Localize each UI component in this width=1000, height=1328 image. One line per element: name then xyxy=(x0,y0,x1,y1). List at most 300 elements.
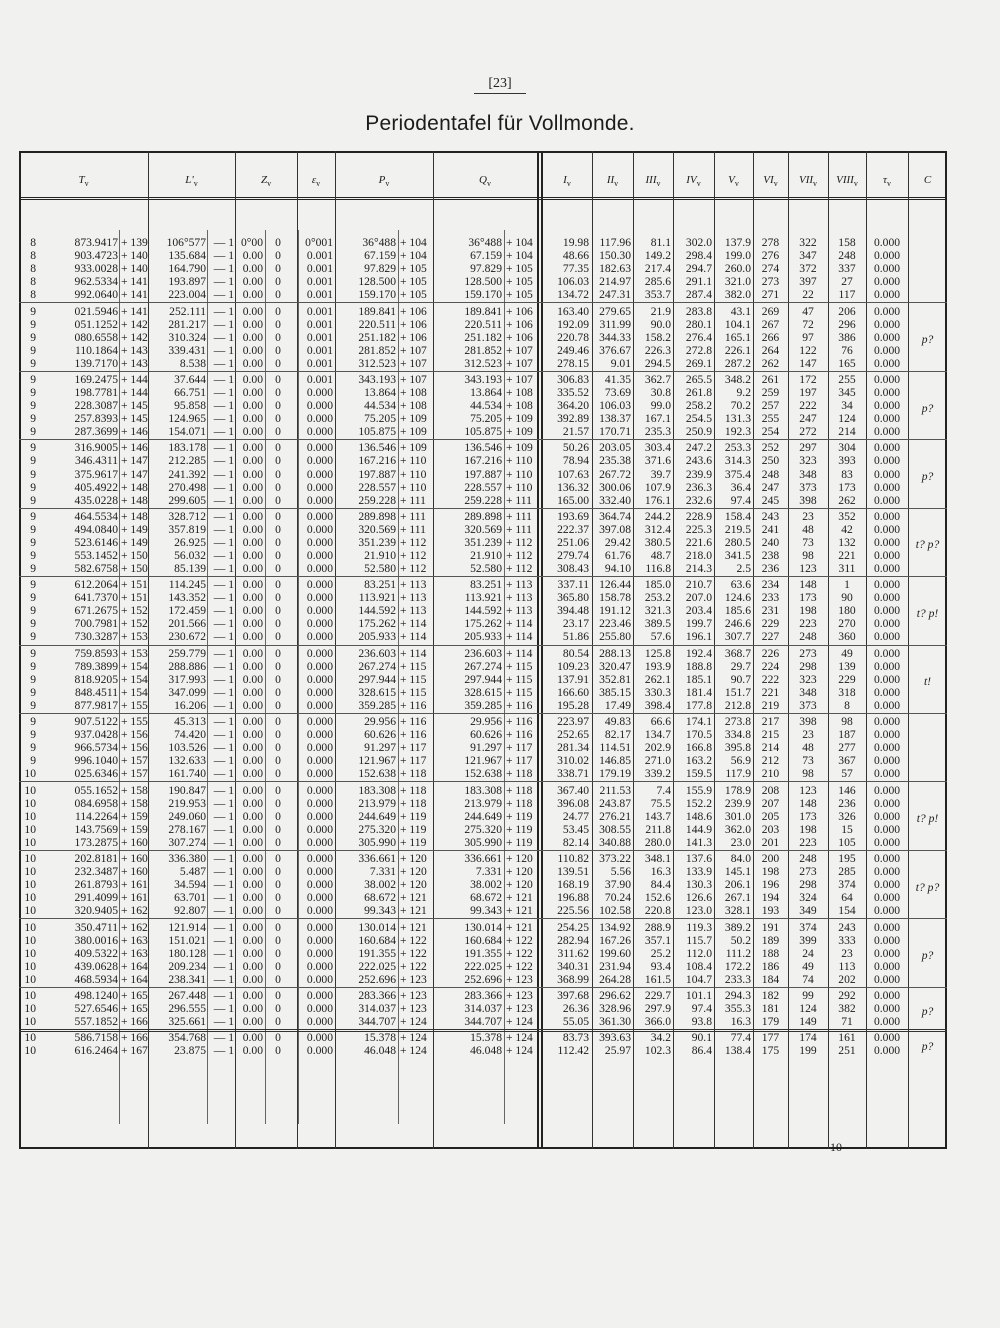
tau-value: 0.000 xyxy=(873,535,901,549)
iii-value: 271.0 xyxy=(644,754,671,768)
iii-value: 161.5 xyxy=(644,972,671,986)
p-value: 252.696 xyxy=(358,972,396,986)
vii-value: 147 xyxy=(799,356,817,370)
p-delta: + 111 xyxy=(400,509,426,523)
vii-value: 24 xyxy=(802,946,814,960)
z-delta: 0 xyxy=(275,535,281,549)
q-delta: + 115 xyxy=(506,659,533,673)
q-delta: + 118 xyxy=(506,796,533,810)
t-value: 080.6558 xyxy=(74,330,118,344)
tau-value: 0.000 xyxy=(873,386,901,399)
z-value: 0.00 xyxy=(242,822,263,836)
p-value: 13.864 xyxy=(364,386,396,399)
q-delta: + 119 xyxy=(506,809,533,823)
iii-value: 116.8 xyxy=(645,562,671,575)
ii-value: 138.37 xyxy=(599,412,631,426)
p-delta: + 115 xyxy=(400,685,427,699)
t-delta: + 146 xyxy=(121,441,148,455)
t-delta: + 157 xyxy=(121,754,148,768)
vi-value: 243 xyxy=(761,509,780,523)
p-value: 159.170 xyxy=(358,288,396,302)
i-value: 112.42 xyxy=(557,1044,589,1058)
t-delta: + 165 xyxy=(121,988,148,1002)
z-value: 0.00 xyxy=(242,493,263,507)
iii-value: 398.4 xyxy=(644,698,671,712)
e-value: 0.000 xyxy=(306,852,333,865)
q-delta: + 105 xyxy=(506,262,533,276)
q-value: 136.546 xyxy=(464,441,502,455)
p-delta: + 110 xyxy=(400,454,427,468)
vi-value: 241 xyxy=(761,522,780,536)
iv-value: 225.3 xyxy=(685,522,712,536)
l-delta: — 1 xyxy=(213,330,234,344)
p-delta: + 109 xyxy=(400,412,427,426)
p-value: 213.979 xyxy=(358,796,396,810)
z-value: 0.00 xyxy=(242,1044,263,1058)
q-delta: + 120 xyxy=(506,878,533,892)
vii-value: 22 xyxy=(802,288,814,302)
header-v xyxy=(714,174,753,190)
p-delta: + 113 xyxy=(400,604,427,618)
e-value: 0.000 xyxy=(306,1015,333,1028)
inner-rule xyxy=(504,230,505,1124)
t-delta: + 140 xyxy=(121,262,148,276)
vii-value: 172 xyxy=(799,372,817,386)
z-delta: 0 xyxy=(275,698,281,712)
tau-value: 0.000 xyxy=(873,878,901,892)
vi-value: 257 xyxy=(761,399,780,412)
iv-value: 207.0 xyxy=(685,591,712,605)
viii-value: 229 xyxy=(838,672,856,686)
t-delta: + 160 xyxy=(121,852,148,865)
tau-value: 0.000 xyxy=(873,480,901,494)
iii-value: 25.2 xyxy=(650,946,671,960)
t-delta: + 163 xyxy=(121,946,148,960)
v-value: 165.1 xyxy=(724,330,751,344)
vi-value: 181 xyxy=(761,1002,780,1015)
header-label: Q xyxy=(479,174,487,186)
viii-value: 337 xyxy=(838,262,856,276)
p-delta: + 110 xyxy=(400,480,427,494)
i-value: 252.65 xyxy=(557,728,589,742)
q-value: 281.852 xyxy=(464,343,502,357)
iv-value: 247.2 xyxy=(685,441,712,455)
viii-value: 206 xyxy=(838,304,856,318)
p-delta: + 112 xyxy=(400,549,427,562)
ii-value: 267.72 xyxy=(599,467,631,481)
p-delta: + 122 xyxy=(400,946,427,960)
iii-value: 294.5 xyxy=(644,356,671,370)
v-value: 375.4 xyxy=(724,467,751,481)
column-rule xyxy=(235,151,236,1149)
q-delta: + 106 xyxy=(506,330,533,344)
z-delta: 0 xyxy=(275,249,281,263)
p-delta: + 119 xyxy=(400,809,427,823)
ii-value: 373.22 xyxy=(599,852,631,865)
iv-value: 90.1 xyxy=(691,1031,712,1045)
t-century: 9 xyxy=(30,412,36,426)
q-value: 75.205 xyxy=(470,412,502,426)
t-value: 996.1040 xyxy=(74,754,118,768)
l-value: 103.526 xyxy=(168,741,206,755)
iii-value: 81.1 xyxy=(650,236,671,249)
l-value: 307.274 xyxy=(168,835,206,849)
t-delta: + 149 xyxy=(121,535,148,549)
i-value: 193.69 xyxy=(557,509,589,523)
e-value: 0.000 xyxy=(306,659,333,673)
t-value: 169.2475 xyxy=(74,372,118,386)
header-subscript: v xyxy=(385,179,390,189)
c-value: p? xyxy=(921,1040,934,1054)
p-value: 220.511 xyxy=(358,317,396,331)
t-century: 9 xyxy=(30,425,36,439)
z-delta: 0 xyxy=(275,343,281,357)
t-century: 9 xyxy=(30,441,36,455)
z-delta: 0 xyxy=(275,578,281,592)
e-value: 0.000 xyxy=(306,509,333,523)
ii-value: 25.97 xyxy=(604,1044,631,1058)
vi-value: 175 xyxy=(761,1044,780,1058)
viii-value: 311 xyxy=(838,562,856,575)
l-delta: — 1 xyxy=(213,933,234,947)
t-delta: + 162 xyxy=(121,904,148,918)
v-value: 192.3 xyxy=(724,425,751,439)
p-delta: + 118 xyxy=(400,796,427,810)
z-delta: 0 xyxy=(275,412,281,426)
iv-value: 199.7 xyxy=(685,617,712,631)
vii-value: 48 xyxy=(802,741,814,755)
l-value: 143.352 xyxy=(168,591,206,605)
iv-value: 159.5 xyxy=(685,767,712,781)
t-delta: + 164 xyxy=(121,972,148,986)
p-value: 105.875 xyxy=(358,425,396,439)
header-label: T xyxy=(78,174,85,186)
viii-value: 251 xyxy=(838,1044,856,1058)
viii-value: 165 xyxy=(838,356,856,370)
vii-value: 347 xyxy=(799,249,817,263)
e-value: 0.000 xyxy=(306,454,333,468)
vii-value: 49 xyxy=(802,959,814,973)
q-delta: + 112 xyxy=(506,535,533,549)
e-value: 0.000 xyxy=(306,399,333,412)
l-value: 26.925 xyxy=(174,535,206,549)
i-value: 137.91 xyxy=(557,672,589,686)
q-value: 99.343 xyxy=(470,904,502,918)
vi-value: 212 xyxy=(761,754,780,768)
header-subscript: v xyxy=(486,179,491,189)
t-century: 9 xyxy=(30,549,36,562)
v-value: 131.3 xyxy=(724,412,751,426)
z-value: 0.00 xyxy=(242,522,263,536)
e-value: 0.000 xyxy=(306,988,333,1002)
q-value: 213.979 xyxy=(464,796,502,810)
iv-value: 221.6 xyxy=(685,535,712,549)
vi-value: 254 xyxy=(761,425,780,439)
z-value: 0.00 xyxy=(242,933,263,947)
z-value: 0.00 xyxy=(242,783,263,797)
tau-value: 0.000 xyxy=(873,741,901,755)
p-value: 15.378 xyxy=(364,1031,396,1045)
vi-value: 271 xyxy=(761,288,780,302)
vii-value: 23 xyxy=(802,509,814,523)
e-value: 0.000 xyxy=(306,604,333,618)
l-delta: — 1 xyxy=(213,920,234,934)
z-value: 0.00 xyxy=(242,698,263,712)
z-delta: 0 xyxy=(275,372,281,386)
p-value: 67.159 xyxy=(364,249,396,263)
viii-value: 386 xyxy=(838,330,856,344)
iii-value: 262.1 xyxy=(644,672,671,686)
header-label: I xyxy=(563,174,567,186)
q-delta: + 109 xyxy=(506,441,533,455)
group-separator xyxy=(19,371,947,372)
p-delta: + 106 xyxy=(400,304,427,318)
vi-value: 207 xyxy=(761,796,780,810)
viii-value: 173 xyxy=(838,480,856,494)
p-delta: + 114 xyxy=(400,617,427,631)
q-delta: + 110 xyxy=(506,454,533,468)
v-value: 301.0 xyxy=(724,809,751,823)
t-delta: + 156 xyxy=(121,741,148,755)
v-value: 246.6 xyxy=(724,617,751,631)
q-value: 220.511 xyxy=(464,317,502,331)
z-delta: 0 xyxy=(275,562,281,575)
q-value: 252.696 xyxy=(464,972,502,986)
l-value: 85.139 xyxy=(174,562,206,575)
e-value: 0.000 xyxy=(306,972,333,986)
iv-value: 232.6 xyxy=(685,493,712,507)
p-delta: + 110 xyxy=(400,467,427,481)
e-value: 0.000 xyxy=(306,549,333,562)
z-value: 0.00 xyxy=(242,262,263,276)
p-delta: + 108 xyxy=(400,386,427,399)
vi-value: 247 xyxy=(761,480,780,494)
t-century: 9 xyxy=(30,317,36,331)
p-delta: + 119 xyxy=(400,835,427,849)
vii-value: 73 xyxy=(802,754,814,768)
v-value: 341.5 xyxy=(724,549,751,562)
e-value: 0.000 xyxy=(306,646,333,660)
tau-value: 0.000 xyxy=(873,441,901,455)
viii-value: 255 xyxy=(838,372,856,386)
i-value: 23.17 xyxy=(562,617,589,631)
v-value: 260.0 xyxy=(724,262,751,276)
q-delta: + 112 xyxy=(506,562,533,575)
e-value: 0.000 xyxy=(306,891,333,905)
p-delta: + 116 xyxy=(400,715,427,729)
t-value: 409.5322 xyxy=(74,946,118,960)
ii-value: 320.47 xyxy=(599,659,631,673)
q-value: 130.014 xyxy=(464,920,502,934)
q-delta: + 114 xyxy=(506,646,533,660)
vi-value: 274 xyxy=(761,262,780,276)
group-separator xyxy=(19,987,947,988)
ii-value: 393.63 xyxy=(599,1031,631,1045)
p-value: 320.569 xyxy=(358,522,396,536)
q-value: 236.603 xyxy=(464,646,502,660)
group-separator xyxy=(19,645,947,646)
v-value: 226.1 xyxy=(724,343,751,357)
t-century: 10 xyxy=(24,835,36,849)
t-century: 9 xyxy=(30,399,36,412)
q-delta: + 107 xyxy=(506,372,533,386)
l-value: 180.128 xyxy=(168,946,206,960)
tau-value: 0.000 xyxy=(873,920,901,934)
c-value: p? xyxy=(921,401,934,415)
vi-value: 245 xyxy=(761,493,780,507)
l-value: 219.953 xyxy=(168,796,206,810)
vii-value: 322 xyxy=(799,236,817,249)
header-label: Z xyxy=(260,174,268,186)
p-delta: + 109 xyxy=(400,441,427,455)
t-delta: + 143 xyxy=(121,356,148,370)
vii-value: 248 xyxy=(799,630,817,644)
q-value: 344.707 xyxy=(464,1015,502,1028)
iii-value: 303.4 xyxy=(644,441,671,455)
t-delta: + 151 xyxy=(121,591,148,605)
t-century: 10 xyxy=(24,865,36,879)
q-value: 97.829 xyxy=(470,262,502,276)
v-value: 368.7 xyxy=(724,646,751,660)
t-value: 139.7170 xyxy=(74,356,118,370)
l-delta: — 1 xyxy=(213,659,234,673)
z-delta: 0 xyxy=(275,454,281,468)
v-value: 362.0 xyxy=(724,822,751,836)
t-value: 464.5534 xyxy=(74,509,118,523)
tau-value: 0.000 xyxy=(873,317,901,331)
e-value: 0.000 xyxy=(306,441,333,455)
vii-value: 323 xyxy=(799,672,817,686)
z-delta: 0 xyxy=(275,754,281,768)
q-delta: + 111 xyxy=(506,509,532,523)
l-delta: — 1 xyxy=(213,672,234,686)
z-delta: 0 xyxy=(275,304,281,318)
header-subscript: v xyxy=(813,179,818,189)
viii-value: 187 xyxy=(838,728,856,742)
vi-value: 236 xyxy=(761,562,780,575)
i-value: 195.28 xyxy=(557,698,589,712)
t-century: 8 xyxy=(30,275,36,289)
i-value: 311.62 xyxy=(557,946,589,960)
vi-value: 219 xyxy=(761,698,780,712)
vi-value: 266 xyxy=(761,330,780,344)
z-value: 0.00 xyxy=(242,715,263,729)
l-delta: — 1 xyxy=(213,767,234,781)
p-value: 228.557 xyxy=(358,480,396,494)
q-value: 21.910 xyxy=(470,549,502,562)
t-value: 873.9417 xyxy=(74,236,118,249)
p-delta: + 121 xyxy=(400,904,427,918)
vii-value: 374 xyxy=(799,920,817,934)
viii-value: 285 xyxy=(838,865,856,879)
vi-value: 231 xyxy=(761,604,780,618)
z-value: 0.00 xyxy=(242,685,263,699)
l-delta: — 1 xyxy=(213,535,234,549)
vi-value: 191 xyxy=(761,920,780,934)
iii-value: 389.5 xyxy=(644,617,671,631)
v-value: 355.3 xyxy=(724,1002,751,1015)
vii-value: 198 xyxy=(799,604,817,618)
l-delta: — 1 xyxy=(213,467,234,481)
p-delta: + 114 xyxy=(400,646,427,660)
z-value: 0.00 xyxy=(242,728,263,742)
l-delta: — 1 xyxy=(213,372,234,386)
vii-value: 348 xyxy=(799,685,817,699)
t-value: 114.2264 xyxy=(74,809,118,823)
l-value: 124.965 xyxy=(168,412,206,426)
viii-value: 117 xyxy=(838,288,856,302)
q-value: 159.170 xyxy=(464,288,502,302)
viii-value: 367 xyxy=(838,754,856,768)
vi-value: 269 xyxy=(761,304,780,318)
viii-value: 195 xyxy=(838,852,856,865)
l-value: 95.858 xyxy=(174,399,206,412)
t-delta: + 144 xyxy=(121,372,148,386)
e-value: 0.000 xyxy=(306,920,333,934)
v-value: 9.2 xyxy=(736,386,751,399)
q-delta: + 122 xyxy=(506,959,533,973)
l-delta: — 1 xyxy=(213,783,234,797)
z-value: 0.00 xyxy=(242,454,263,468)
l-delta: — 1 xyxy=(213,1031,234,1045)
e-value: 0.001 xyxy=(306,262,333,276)
t-delta: + 158 xyxy=(121,796,148,810)
q-delta: + 122 xyxy=(506,933,533,947)
ii-value: 300.06 xyxy=(599,480,631,494)
l-delta: — 1 xyxy=(213,412,234,426)
q-value: 183.308 xyxy=(464,783,502,797)
t-value: 439.0628 xyxy=(74,959,118,973)
header-label: C xyxy=(923,174,932,186)
q-value: 351.239 xyxy=(464,535,502,549)
c-value: t? p? xyxy=(915,880,940,894)
q-value: 314.037 xyxy=(464,1002,502,1015)
i-value: 196.88 xyxy=(557,891,589,905)
viii-value: 304 xyxy=(838,441,856,455)
z-value: 0.00 xyxy=(242,659,263,673)
v-value: 84.0 xyxy=(730,852,751,865)
ii-value: 70.24 xyxy=(604,891,631,905)
v-value: 16.3 xyxy=(730,1015,751,1028)
v-value: 36.4 xyxy=(730,480,751,494)
z-value: 0.00 xyxy=(242,920,263,934)
q-value: 343.193 xyxy=(464,372,502,386)
iii-value: 185.0 xyxy=(644,578,671,592)
iv-value: 133.9 xyxy=(685,865,712,879)
q-delta: + 118 xyxy=(506,767,533,781)
t-delta: + 153 xyxy=(121,630,148,644)
ii-value: 9.01 xyxy=(610,356,631,370)
t-value: 586.7158 xyxy=(74,1031,118,1045)
i-value: 109.23 xyxy=(557,659,589,673)
vi-value: 188 xyxy=(761,946,780,960)
ii-value: 235.38 xyxy=(599,454,631,468)
i-value: 249.46 xyxy=(557,343,589,357)
t-delta: + 157 xyxy=(121,767,148,781)
z-value: 0.00 xyxy=(242,399,263,412)
vi-value: 259 xyxy=(761,386,780,399)
footer-number: 10 xyxy=(830,1140,842,1154)
z-value: 0.00 xyxy=(242,672,263,686)
ii-value: 203.05 xyxy=(599,441,631,455)
q-delta: + 116 xyxy=(506,698,533,712)
ii-value: 179.19 xyxy=(599,767,631,781)
z-value: 0.00 xyxy=(242,630,263,644)
z-value: 0.00 xyxy=(242,509,263,523)
l-value: 154.071 xyxy=(168,425,206,439)
header-ii xyxy=(592,174,633,190)
iii-value: 152.6 xyxy=(644,891,671,905)
